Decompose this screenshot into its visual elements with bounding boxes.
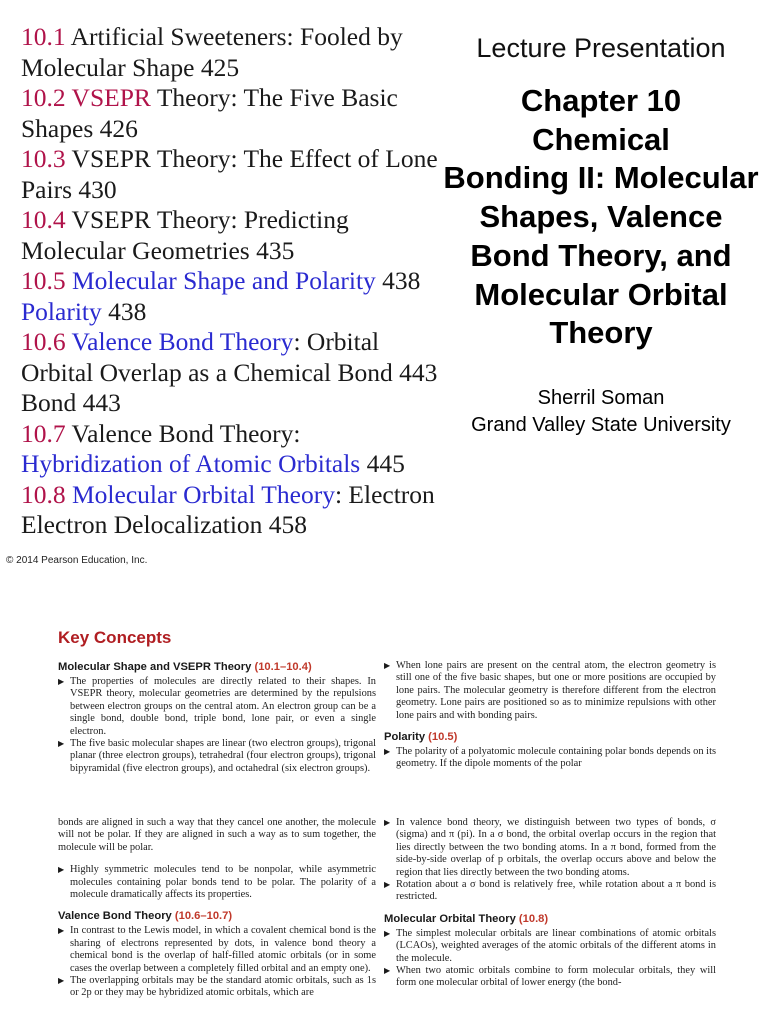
bullet-triangle-icon: ▶ (384, 747, 391, 757)
bullet-item (58, 864, 376, 901)
bullet-text: The polarity of a polyatomic molecule containing polar bonds depends on its geometry. If the dipole moments of the polar (396, 746, 716, 770)
toc-line (21, 266, 431, 297)
chapter-title-line: Molecular Orbital (474, 276, 728, 312)
toc-text: Theory: The Five Basic (150, 83, 398, 112)
heading-text: Molecular Shape and VSEPR Theory (58, 661, 252, 673)
bullet-text: When lone pairs are present on the central atom, the electron geometry is still one of the five basic shapes, but one or more positions are occupied by lone pairs. The molecular geometry is therefore different from the electron geometry. Lone pairs are positioned so as to minimize repulsions with other lone pairs and with bonding pairs. (396, 660, 716, 721)
heading-ref: (10.6–10.7) (174, 910, 233, 923)
bullet-item (384, 817, 716, 879)
bullet-list (58, 864, 376, 901)
bullet-triangle-icon: ▶ (58, 976, 65, 986)
column-molecular-orbital (384, 817, 716, 990)
bullet-text: The simplest molecular orbitals are linear combinations of atomic orbitals (LCAOs), weighted averages of the atomic orbitals of the different atoms in the molecule. (396, 927, 716, 964)
university-name: Grand Valley State University (471, 413, 731, 436)
title-block (434, 30, 768, 439)
bullet-item (58, 676, 376, 738)
section-heading-molecular-orbital (384, 912, 716, 926)
copyright-notice: © 2014 Pearson Education, Inc. (6, 555, 148, 566)
toc-line (21, 510, 431, 541)
bullet-list (384, 660, 716, 722)
bullet-item (58, 975, 376, 1000)
heading-ref: (10.8) (518, 912, 549, 925)
bullet-triangle-icon: ▶ (384, 966, 391, 976)
bullet-list (384, 746, 716, 771)
chapter-title-line: Bonding II: Molecular (443, 160, 759, 196)
bullet-item (58, 738, 376, 775)
toc-link[interactable]: Hybridization of Atomic Orbitals (21, 449, 361, 478)
toc-line (21, 22, 431, 53)
bullet-list (384, 817, 716, 904)
toc-line (21, 175, 431, 206)
heading-text: Polarity (384, 731, 426, 744)
toc-line (21, 236, 431, 267)
toc-line (21, 297, 431, 328)
bullet-triangle-icon: ▶ (58, 865, 65, 875)
toc-text: Bond 443 (21, 388, 121, 417)
toc-text: Shapes 426 (21, 113, 138, 143)
section-heading-valence-bond (58, 909, 376, 923)
bullet-text: The five basic molecular shapes are linear (two electron groups), trigonal planar (three electron groups), tetrahedral (four electron groups), trigonal bipyramidal (five electron groups), and octahedral (six electron groups). (70, 738, 376, 774)
toc-text: VSEPR Theory: The Effect of Lone (65, 144, 438, 173)
toc-line (21, 388, 431, 419)
chapter-title-line: Chapter 10 (520, 83, 682, 118)
heading-ref: (10.5) (428, 731, 458, 744)
bullet-triangle-icon: ▶ (384, 661, 391, 670)
toc-text: VSEPR Theory: Predicting (65, 205, 349, 234)
toc-section-number: 10.3 (21, 144, 66, 173)
toc-text: VSEPR (71, 83, 151, 112)
toc-line (21, 327, 431, 358)
chapter-title-line: Shapes, Valence (479, 199, 723, 235)
toc-text: : Orbital (293, 327, 380, 356)
bullet-item (58, 925, 376, 975)
continued-paragraph: bonds are aligned in such a way that they cancel one another, the molecule will not be polar. If they are aligned in such a way as to sum together, the molecule will be polar. (58, 817, 376, 853)
bullet-item (384, 928, 716, 965)
chapter-title-line: Theory (549, 315, 653, 351)
toc-text: Valence Bond Theory: (65, 418, 301, 448)
toc-link[interactable]: Valence Bond Theory (71, 327, 294, 356)
toc-text: Electron Delocalization 458 (21, 510, 308, 539)
lecture-label: Lecture Presentation (476, 33, 726, 63)
toc-section-number: 10.1 (21, 22, 66, 51)
toc-line (21, 53, 431, 84)
bullet-text: In valence bond theory, we distinguish between two types of bonds, σ (sigma) and π (pi). In a σ bond, the orbital overlap occurs in the region that lies directly between the two bonding atoms. In a π bond, formed from the side-by-side overlap of p orbitals, the overlap occurs above and below the region that lies directly between the two bonding atoms. (396, 817, 716, 878)
bullet-triangle-icon: ▶ (384, 880, 391, 890)
bullet-item (384, 660, 716, 722)
heading-ref: (10.1–10.4) (254, 661, 312, 673)
bullet-item (384, 746, 716, 771)
chapter-title-line: Bond Theory, and (470, 237, 732, 273)
heading-text: Molecular Orbital Theory (384, 912, 516, 925)
bullet-triangle-icon: ▶ (384, 928, 391, 938)
key-concepts-page (0, 582, 768, 1024)
toc-text: 438 (101, 296, 147, 326)
toc-line (21, 357, 438, 389)
bullet-list (58, 925, 376, 999)
bullet-triangle-icon: ▶ (58, 739, 65, 749)
heading-text: Valence Bond Theory (58, 910, 172, 923)
toc-text: Orbital Overlap as a Chemical Bond 443 (21, 357, 438, 387)
toc-section-number: 10.2 (21, 83, 66, 112)
author-block (434, 385, 768, 439)
toc-section-number: 10.4 (21, 205, 66, 234)
bullet-text: The properties of molecules are directly related to their shapes. In VSEPR theory, molecular geometries are determined by the repulsions between electron groups on the central atom. An electron group can be a single bond, double bond, triple bond, lone pair, or even a single electron. (70, 676, 376, 737)
bullet-triangle-icon: ▶ (58, 677, 65, 686)
toc-text: 438 (375, 266, 421, 295)
chapter-title (434, 82, 768, 353)
toc-section-number: 10.7 (21, 418, 66, 448)
bullet-item (384, 965, 716, 990)
bullet-item (384, 879, 716, 904)
toc-text: Molecular Shape 425 (21, 52, 240, 82)
bullet-text: In contrast to the Lewis model, in which a covalent chemical bond is the sharing of electrons represented by dots, in valence bond theory a chemical bond is the overlap of half-filled atomic orbitals (or in some cases the overlap between a completely filled orbital and an empty one). (70, 925, 376, 974)
toc-text: Artificial Sweeteners: Fooled by (65, 22, 403, 51)
toc-text: 445 (360, 449, 405, 478)
chapter-title-line: Chemical (532, 121, 670, 157)
column-valence-bond (58, 817, 376, 1000)
toc-section-number: 10.6 (21, 327, 66, 356)
toc-link[interactable]: Molecular Orbital Theory (72, 479, 335, 509)
section-heading-polarity (384, 730, 716, 744)
bullet-text: Rotation about a σ bond is relatively free, while rotation about a π bond is restricted. (396, 879, 716, 903)
toc-link[interactable]: Polarity (21, 296, 102, 326)
section-heading-vsepr (58, 660, 376, 674)
column-polarity (384, 660, 716, 771)
toc-line (21, 144, 438, 175)
column-vsepr (58, 660, 376, 775)
toc-text: Molecular Geometries 435 (21, 235, 295, 265)
key-concepts-title: Key Concepts (58, 628, 172, 647)
bullet-text: Highly symmetric molecules tend to be nonpolar, while asymmetric molecules containing polar bonds tend to be polar. The polarity of a molecule dramatically affects its properties. (70, 864, 376, 901)
bullet-triangle-icon: ▶ (58, 926, 65, 936)
table-of-contents (21, 22, 438, 541)
toc-line (21, 479, 435, 511)
bullet-text: The overlapping orbitals may be the standard atomic orbitals, such as 1s or 2p or they may be hybridized atomic orbitals, which are (70, 975, 376, 999)
bullet-list (384, 928, 716, 990)
toc-text: Pairs 430 (21, 174, 117, 204)
author-name: Sherril Soman (537, 386, 665, 409)
toc-link[interactable]: Molecular Shape and Polarity (72, 266, 376, 295)
toc-text: : Electron (334, 479, 435, 509)
toc-line (21, 449, 431, 480)
toc-line (21, 205, 431, 236)
bullet-list (58, 676, 376, 775)
toc-section-number: 10.5 (21, 266, 66, 295)
bullet-text: When two atomic orbitals combine to form molecular orbitals, they will form one molecular orbital of lower energy (the bond- (396, 965, 716, 989)
toc-line (21, 83, 431, 114)
bullet-triangle-icon: ▶ (384, 818, 391, 827)
toc-section-number: 10.8 (21, 479, 66, 509)
toc-line (21, 419, 431, 450)
toc-line (21, 114, 431, 145)
